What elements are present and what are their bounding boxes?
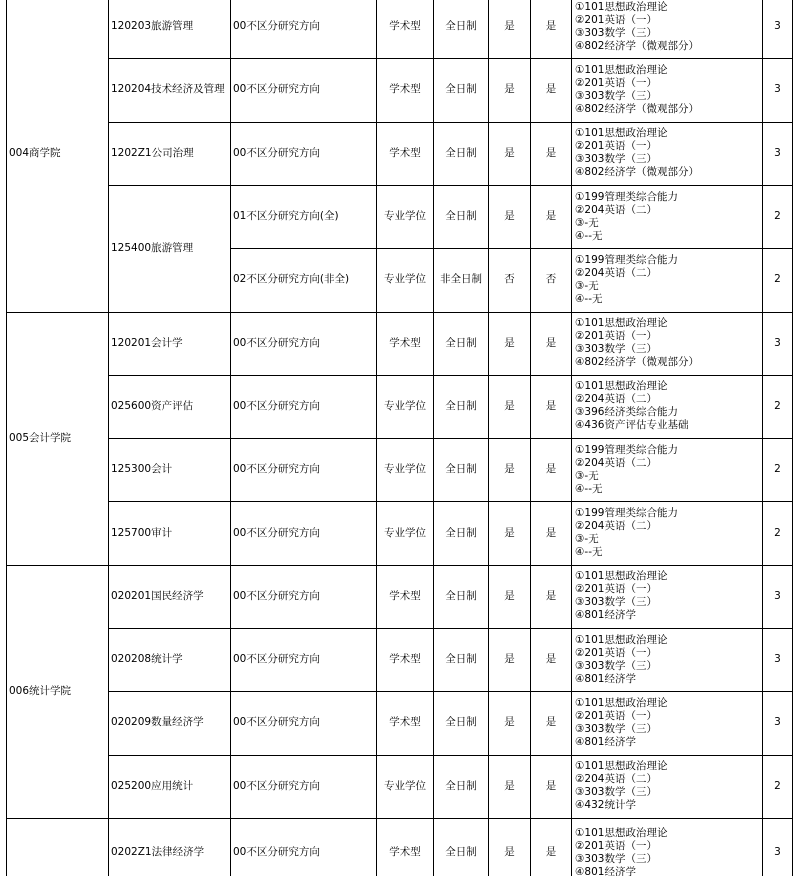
exam-subjects-cell [572, 691, 762, 754]
flag-cell-a: 是 [504, 526, 515, 539]
column-border [792, 0, 793, 876]
degree-type-cell: 专业学位 [384, 526, 426, 539]
exam-subject: ①101思想政治理论 [575, 570, 668, 583]
exam-subject: ①101思想政治理论 [575, 127, 668, 140]
flag-cell-a: 是 [504, 589, 515, 602]
duration-cell: 2 [774, 399, 781, 412]
exam-subject: ①101思想政治理论 [575, 633, 668, 646]
major-cell: 120201会计学 [111, 336, 183, 349]
flag-cell-b: 是 [545, 210, 557, 223]
exam-subject: ④432统计学 [575, 799, 636, 812]
exam-subject: ③303数学（三） [575, 659, 657, 672]
flag-cell-a: 是 [504, 846, 515, 859]
exam-subject: ③303数学（三） [575, 343, 657, 356]
duration-cell: 2 [774, 526, 781, 539]
exam-subject: ②201英语（一） [575, 646, 657, 659]
flag-cell-a: 是 [504, 399, 515, 412]
flag-cell-b: 是 [545, 146, 557, 159]
exam-subjects-cell [572, 755, 762, 818]
degree-type-cell: 学术型 [389, 653, 421, 666]
flag-cell-b: 是 [545, 463, 557, 476]
exam-subject: ④802经济学（微观部分） [575, 356, 699, 369]
exam-subject: ④801经济学 [575, 865, 636, 876]
exam-subject: ③-无 [575, 533, 599, 546]
flag-cell-b: 是 [545, 526, 557, 539]
direction-cell: 00不区分研究方向 [233, 589, 320, 602]
study-mode-cell: 全日制 [445, 589, 477, 602]
degree-type-cell: 专业学位 [384, 399, 426, 412]
study-mode-cell: 全日制 [445, 463, 477, 476]
duration-cell: 2 [774, 463, 781, 476]
exam-subject: ④--无 [575, 482, 603, 495]
exam-subjects-cell [572, 501, 762, 564]
major-cell: 020201国民经济学 [111, 589, 204, 602]
flag-cell-b: 是 [545, 716, 557, 729]
exam-subject: ②204英语（二） [575, 393, 657, 406]
exam-subject: ①199管理类综合能力 [575, 253, 678, 266]
flag-cell-a: 否 [504, 273, 515, 286]
exam-subject: ②201英语（一） [575, 330, 657, 343]
exam-subject: ②201英语（一） [575, 709, 657, 722]
major-cell: 025600资产评估 [111, 399, 194, 412]
exam-subject: ②204英语（二） [575, 203, 657, 216]
exam-subject: ④802经济学（微观部分） [575, 166, 699, 179]
college-cell: 006统计学院 [9, 684, 72, 697]
study-mode-cell: 全日制 [445, 716, 477, 729]
major-cell: 125300会计 [111, 463, 173, 476]
major-cell: 125400旅游管理 [111, 241, 194, 254]
flag-cell-b: 是 [545, 336, 557, 349]
major-cell: 020209数量经济学 [111, 716, 204, 729]
exam-subjects-cell [572, 565, 762, 628]
exam-subject: ②204英语（二） [575, 520, 657, 533]
exam-subject: ③303数学（三） [575, 89, 657, 102]
flag-cell-b: 是 [545, 779, 557, 792]
exam-subject: ①101思想政治理论 [575, 63, 668, 76]
exam-subjects-cell [572, 628, 762, 691]
study-mode-cell: 全日制 [445, 653, 477, 666]
major-cell: 120203旅游管理 [111, 20, 194, 33]
direction-cell: 02不区分研究方向(非全) [233, 273, 350, 286]
duration-cell: 3 [774, 716, 781, 729]
exam-subject: ②204英语（二） [575, 773, 657, 786]
exam-subjects-cell [572, 185, 762, 248]
flag-cell-b: 否 [545, 273, 557, 286]
exam-subject: ①101思想政治理论 [575, 696, 668, 709]
exam-subject: ①101思想政治理论 [575, 826, 668, 839]
major-cell: 020208统计学 [111, 653, 183, 666]
direction-cell: 00不区分研究方向 [233, 846, 320, 859]
degree-type-cell: 专业学位 [384, 463, 426, 476]
exam-subject: ④801经济学 [575, 735, 636, 748]
duration-cell: 3 [774, 20, 781, 33]
duration-cell: 2 [774, 210, 781, 223]
degree-type-cell: 学术型 [389, 589, 421, 602]
column-border [762, 0, 763, 876]
major-cell: 120204技术经济及管理 [111, 83, 225, 96]
exam-subject: ③303数学（三） [575, 596, 657, 609]
degree-type-cell: 学术型 [389, 716, 421, 729]
exam-subject: ①101思想政治理论 [575, 317, 668, 330]
exam-subjects-cell [572, 0, 762, 58]
degree-type-cell: 专业学位 [384, 210, 426, 223]
duration-cell: 3 [774, 589, 781, 602]
exam-subjects-cell [572, 58, 762, 121]
college-cell: 004商学院 [9, 146, 61, 159]
column-border [376, 0, 377, 876]
degree-type-cell: 专业学位 [384, 779, 426, 792]
study-mode-cell: 全日制 [445, 146, 477, 159]
exam-subjects-cell [572, 248, 762, 311]
exam-subject: ③-无 [575, 279, 599, 292]
direction-cell: 00不区分研究方向 [233, 83, 320, 96]
flag-cell-a: 是 [504, 653, 515, 666]
duration-cell: 3 [774, 83, 781, 96]
flag-cell-a: 是 [504, 210, 515, 223]
direction-cell: 01不区分研究方向(全) [233, 210, 339, 223]
exam-subject: ④802经济学（微观部分） [575, 102, 699, 115]
duration-cell: 2 [774, 273, 781, 286]
exam-subject: ①101思想政治理论 [575, 0, 668, 13]
flag-cell-b: 是 [545, 653, 557, 666]
duration-cell: 3 [774, 336, 781, 349]
major-cell: 125700审计 [111, 526, 173, 539]
flag-cell-b: 是 [545, 846, 557, 859]
exam-subject: ③303数学（三） [575, 153, 657, 166]
exam-subject: ①101思想政治理论 [575, 380, 668, 393]
exam-subject: ②204英语（二） [575, 266, 657, 279]
flag-cell-a: 是 [504, 463, 515, 476]
column-border [230, 0, 231, 876]
exam-subjects-cell [572, 438, 762, 501]
exam-subject: ③303数学（三） [575, 722, 657, 735]
flag-cell-b: 是 [545, 399, 557, 412]
degree-type-cell: 学术型 [389, 20, 421, 33]
degree-type-cell: 专业学位 [384, 273, 426, 286]
flag-cell-a: 是 [504, 146, 515, 159]
direction-cell: 00不区分研究方向 [233, 779, 320, 792]
study-mode-cell: 全日制 [445, 846, 477, 859]
degree-type-cell: 学术型 [389, 336, 421, 349]
exam-subject: ①199管理类综合能力 [575, 507, 678, 520]
exam-subject: ③303数学（三） [575, 786, 657, 799]
direction-cell: 00不区分研究方向 [233, 653, 320, 666]
exam-subject: ①199管理类综合能力 [575, 443, 678, 456]
exam-subject: ②201英语（一） [575, 13, 657, 26]
direction-cell: 00不区分研究方向 [233, 146, 320, 159]
direction-cell: 00不区分研究方向 [233, 20, 320, 33]
flag-cell-b: 是 [545, 83, 557, 96]
exam-subjects-cell [572, 312, 762, 375]
exam-subject: ③-无 [575, 469, 599, 482]
exam-subject: ①199管理类综合能力 [575, 190, 678, 203]
duration-cell: 3 [774, 146, 781, 159]
exam-subject: ④801经济学 [575, 609, 636, 622]
column-border [433, 0, 434, 876]
flag-cell-b: 是 [545, 589, 557, 602]
flag-cell-a: 是 [504, 20, 515, 33]
column-border [108, 0, 109, 876]
exam-subject: ③303数学（三） [575, 852, 657, 865]
exam-subject: ④436资产评估专业基础 [575, 419, 689, 432]
column-border [571, 0, 572, 876]
flag-cell-b: 是 [545, 20, 557, 33]
degree-type-cell: 学术型 [389, 146, 421, 159]
exam-subject: ④--无 [575, 292, 603, 305]
exam-subject: ②201英语（一） [575, 839, 657, 852]
degree-type-cell: 学术型 [389, 846, 421, 859]
study-mode-cell: 全日制 [445, 83, 477, 96]
exam-subject: ④--无 [575, 229, 603, 242]
exam-subject: ③396经济类综合能力 [575, 406, 678, 419]
college-cell [7, 818, 108, 876]
column-border [488, 0, 489, 876]
major-cell: 0202Z1法律经济学 [111, 846, 205, 859]
study-mode-cell: 全日制 [445, 526, 477, 539]
direction-cell: 00不区分研究方向 [233, 399, 320, 412]
direction-cell: 00不区分研究方向 [233, 526, 320, 539]
exam-subject: ④802经济学（微观部分） [575, 39, 699, 52]
exam-subject: ②201英语（一） [575, 583, 657, 596]
exam-subject: ④801经济学 [575, 672, 636, 685]
direction-cell: 00不区分研究方向 [233, 716, 320, 729]
direction-cell: 00不区分研究方向 [233, 463, 320, 476]
study-mode-cell: 全日制 [445, 20, 477, 33]
column-border [530, 0, 531, 876]
flag-cell-a: 是 [504, 779, 515, 792]
exam-subject: ②201英语（一） [575, 76, 657, 89]
duration-cell: 2 [774, 779, 781, 792]
exam-subjects-cell [572, 375, 762, 438]
direction-cell: 00不区分研究方向 [233, 336, 320, 349]
major-cell: 025200应用统计 [111, 779, 194, 792]
exam-subject: ③-无 [575, 216, 599, 229]
study-mode-cell: 全日制 [445, 336, 477, 349]
flag-cell-a: 是 [504, 336, 515, 349]
column-border [6, 0, 7, 876]
exam-subject: ②204英语（二） [575, 456, 657, 469]
study-mode-cell: 全日制 [445, 779, 477, 792]
exam-subject: ③303数学（三） [575, 26, 657, 39]
flag-cell-a: 是 [504, 83, 515, 96]
duration-cell: 3 [774, 846, 781, 859]
study-mode-cell: 非全日制 [440, 273, 482, 286]
exam-subjects-cell [572, 122, 762, 185]
flag-cell-a: 是 [504, 716, 515, 729]
college-cell: 005会计学院 [9, 431, 72, 444]
major-cell: 1202Z1公司治理 [111, 146, 194, 159]
exam-subject: ①101思想政治理论 [575, 760, 668, 773]
degree-type-cell: 学术型 [389, 83, 421, 96]
exam-subject: ②201英语（一） [575, 140, 657, 153]
exam-subject: ④--无 [575, 546, 603, 559]
study-mode-cell: 全日制 [445, 399, 477, 412]
study-mode-cell: 全日制 [445, 210, 477, 223]
duration-cell: 3 [774, 653, 781, 666]
exam-subjects-cell [572, 818, 762, 876]
